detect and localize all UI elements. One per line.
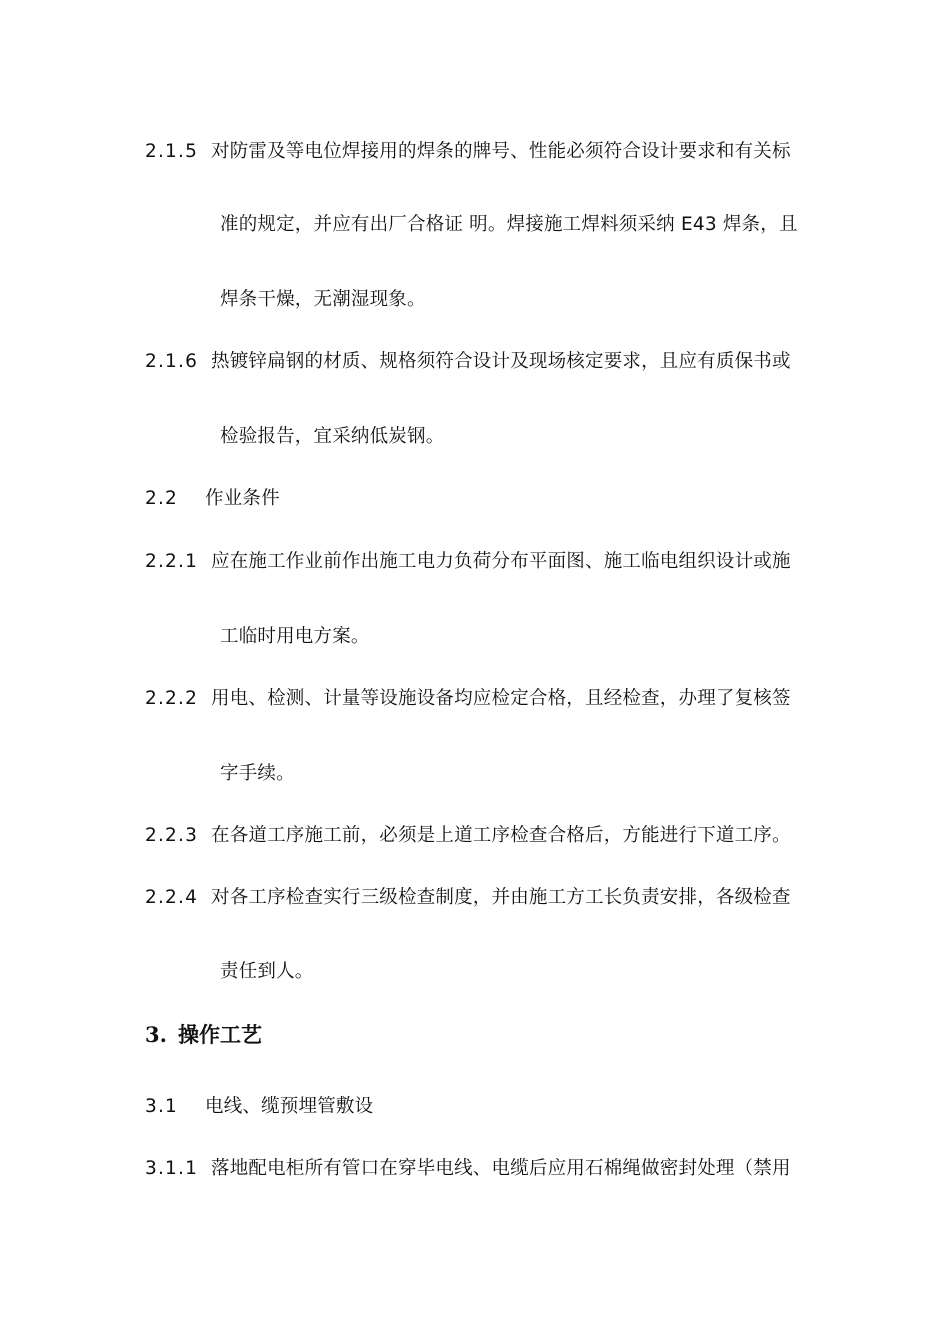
paragraph-text: 热镀锌扁钢的材质、规格须符合设计及现场核定要求，且应有质保书或 xyxy=(211,351,791,372)
section-number: 2.1.6 xyxy=(145,351,199,372)
paragraph-continuation: 字手续。 xyxy=(220,763,295,784)
heading-number: 3. xyxy=(145,1022,167,1047)
section-number: 2.2.4 xyxy=(145,887,199,908)
paragraph-2-2-4 xyxy=(145,886,791,910)
paragraph-continuation: 检验报告，宜采纳低炭钢。 xyxy=(220,426,445,447)
paragraph-text: 用电、检测、计量等设施设备均应检定合格，且经检查，办理了复核签 xyxy=(211,688,791,709)
section-number: 2.1.5 xyxy=(145,141,199,162)
paragraph-continuation: 工临时用电方案。 xyxy=(220,626,370,647)
paragraph-text: 应在施工作业前作出施工电力负荷分布平面图、施工临电组织设计或施 xyxy=(211,551,791,572)
paragraph-text: 对防雷及等电位焊接用的焊条的牌号、性能必须符合设计要求和有关标 xyxy=(211,141,791,162)
section-number: 2.2.1 xyxy=(145,551,199,572)
paragraph-2-2-2 xyxy=(145,687,791,711)
paragraph-2-1-6 xyxy=(145,350,791,374)
paragraph-3-1-1 xyxy=(145,1157,791,1181)
heading-title: 操作工艺 xyxy=(178,1023,262,1047)
paragraph-2-2-1 xyxy=(145,550,791,574)
section-number: 3.1 xyxy=(145,1096,179,1117)
paragraph-2-1-5 xyxy=(145,140,791,164)
subsection-title: 作业条件 xyxy=(205,488,280,509)
subsection-2-2 xyxy=(145,487,280,511)
section-number: 3.1.1 xyxy=(145,1158,199,1179)
section-number: 2.2.3 xyxy=(145,825,199,846)
subsection-title: 电线、缆预埋管敷设 xyxy=(205,1096,374,1117)
paragraph-text: 在各道工序施工前，必须是上道工序检查合格后，方能进行下道工序。 xyxy=(211,825,791,846)
section-number: 2.2 xyxy=(145,488,179,509)
paragraph-text: 落地配电柜所有管口在穿毕电线、电缆后应用石棉绳做密封处理（禁用 xyxy=(211,1158,791,1179)
section-number: 2.2.2 xyxy=(145,688,199,709)
section-heading-3 xyxy=(145,1022,262,1048)
paragraph-continuation: 准的规定，并应有出厂合格证 明。焊接施工焊料须采纳 E43 焊条，且 xyxy=(220,214,798,235)
paragraph-text: 对各工序检查实行三级检查制度，并由施工方工长负责安排，各级检查 xyxy=(211,887,791,908)
paragraph-continuation: 焊条干燥，无潮湿现象。 xyxy=(220,289,426,310)
subsection-3-1 xyxy=(145,1095,373,1119)
paragraph-continuation: 责任到人。 xyxy=(220,961,314,982)
paragraph-2-2-3 xyxy=(145,824,791,848)
